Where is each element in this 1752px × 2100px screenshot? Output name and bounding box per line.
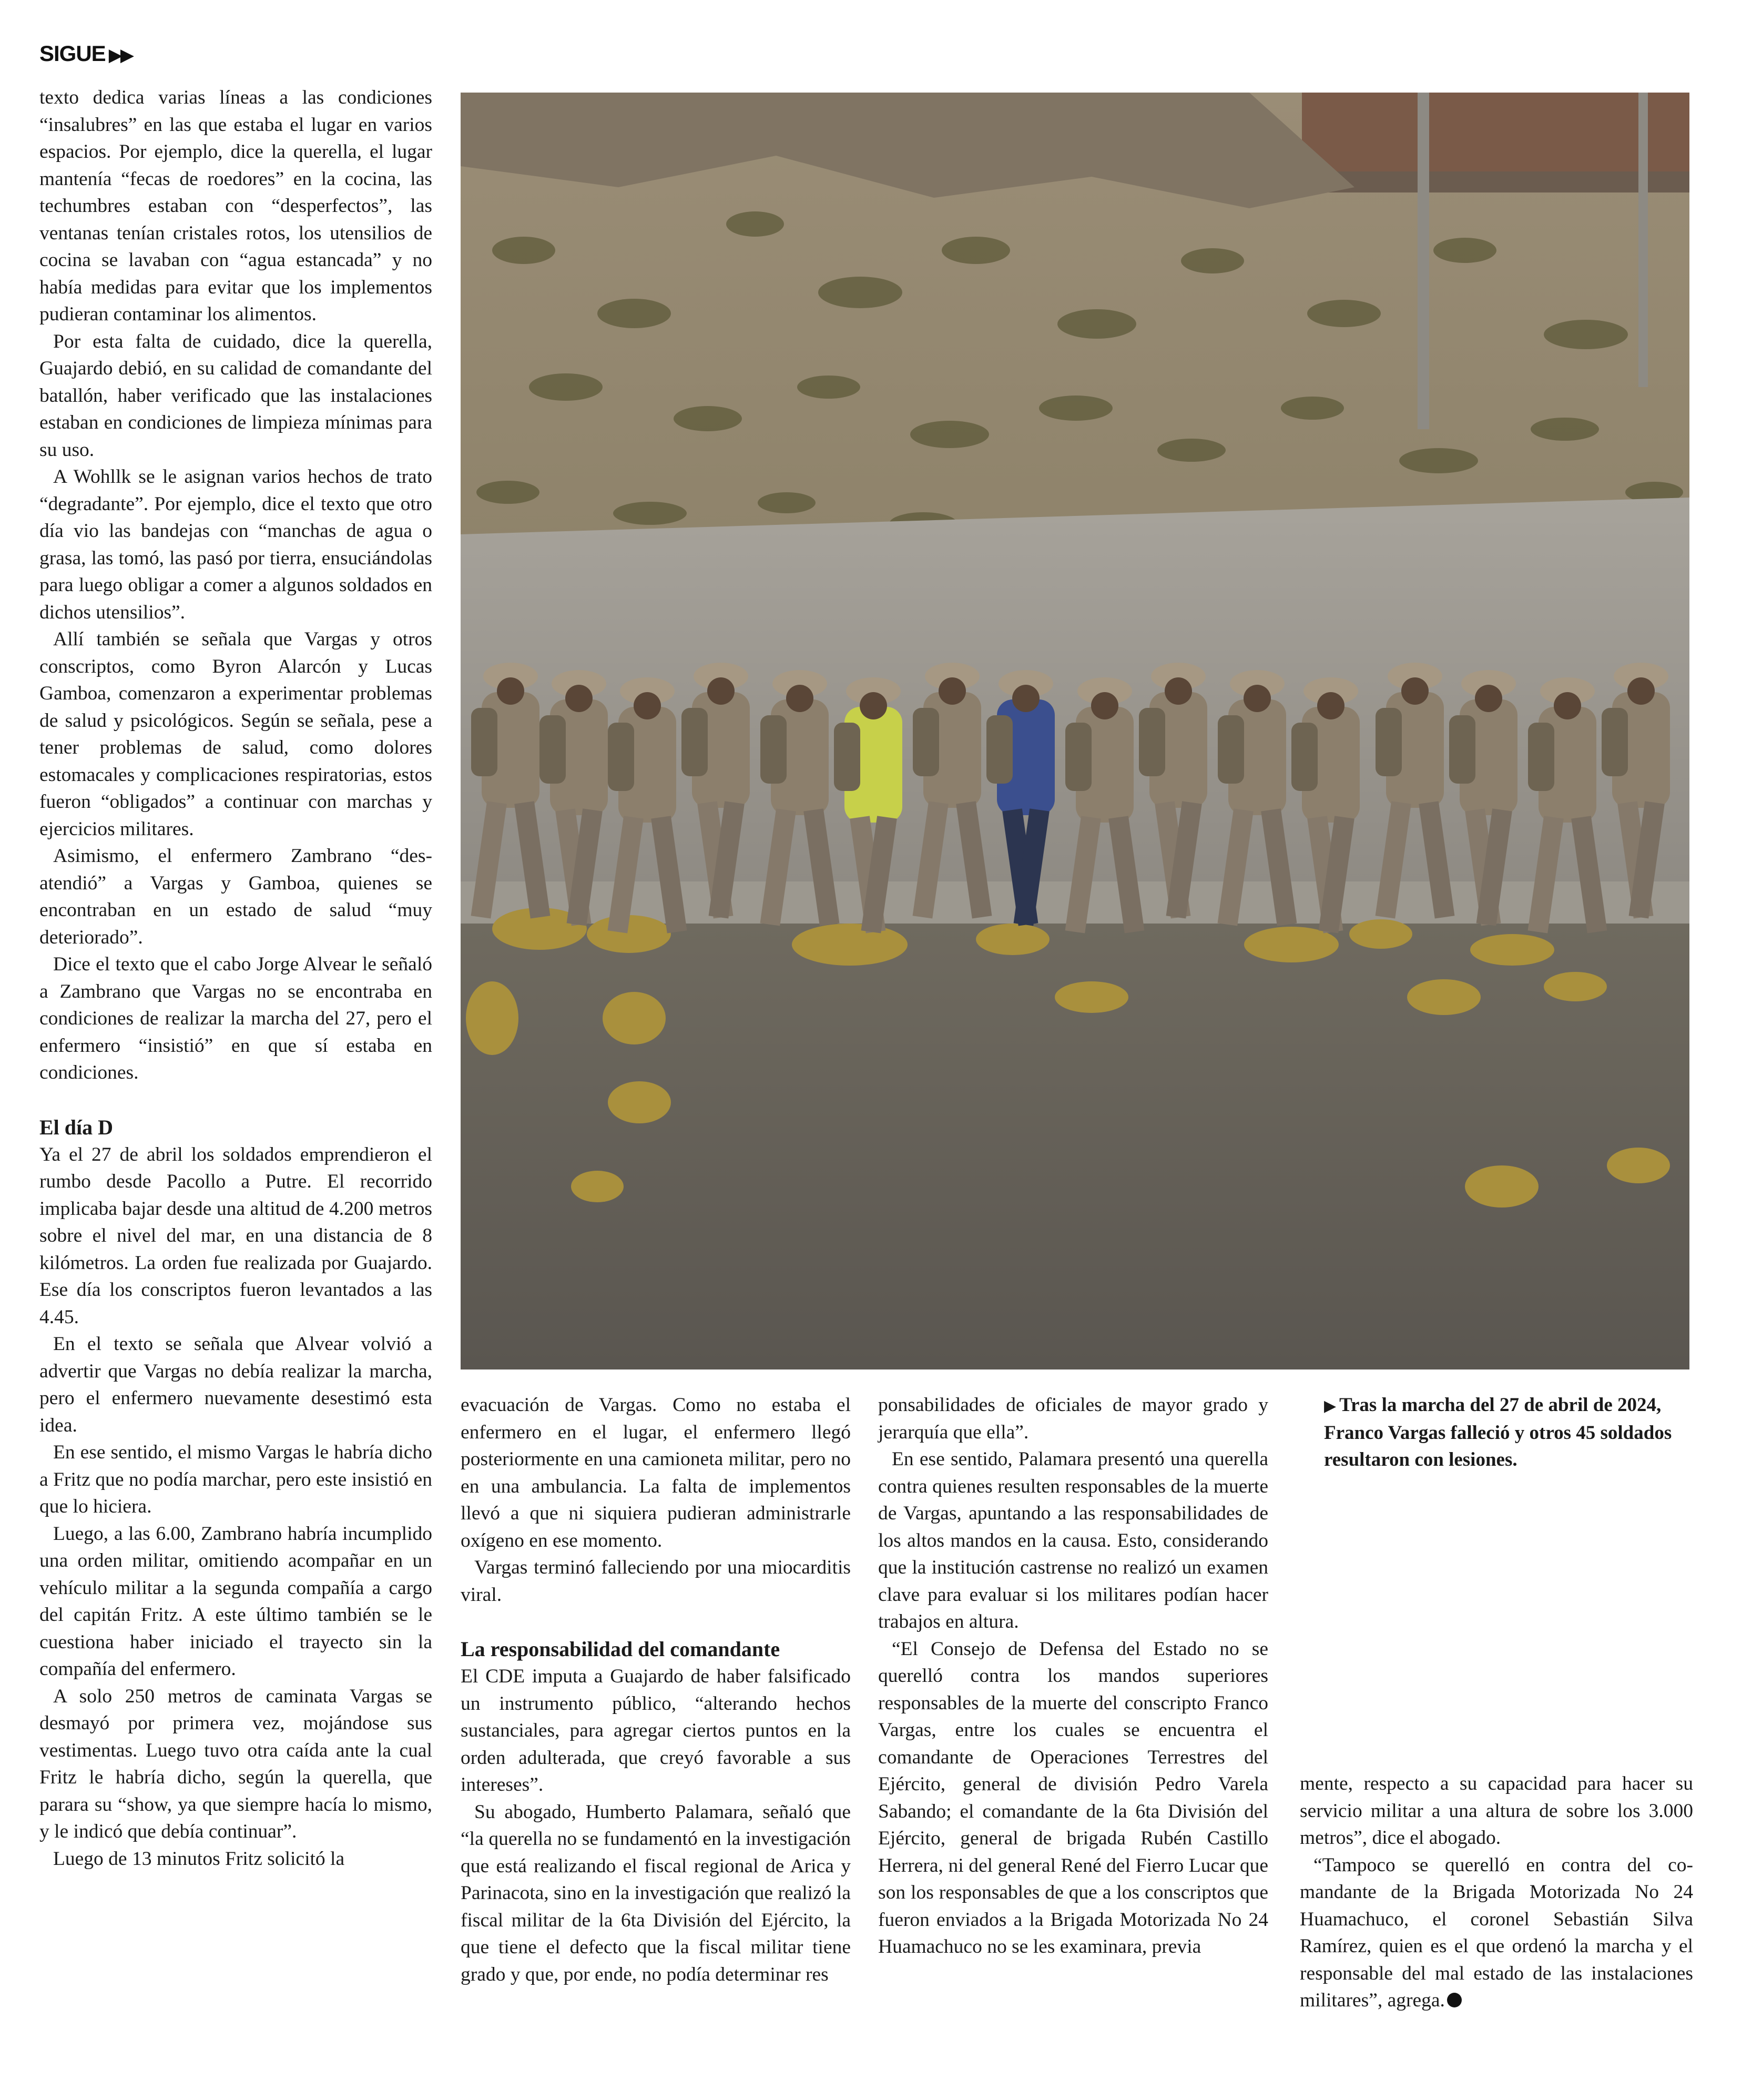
section-kicker [39, 41, 132, 66]
body-paragraph: En ese sentido, Palamara presentó una querella contra quienes resulten responsables de la muerte de Vargas, apuntando a las responsabilidades de los altos mandos en la causa. Esto, considerando que la institución castrense no realizó un examen clave para evaluar si los militares podían hacer trabajos en altura. [878, 1448, 1268, 1632]
body-paragraph: ponsabilidades de oficiales de mayor grado y jerarquía que ella”. [878, 1394, 1268, 1443]
closing-paragraph-text: “Tampoco se querelló en contra del comandante de la Brigada Motorizada No 24 Huamachuco, el coronel Sebastián Silva Ramírez, quien es el que ordenó la marcha y el responsable del mal estado de las instalaciones militares”, agrega. [1300, 1854, 1693, 2011]
photo-soldiers-marching [461, 93, 1689, 1369]
subhead-el-dia-d: El día D [39, 1115, 114, 1139]
article-column-2 [461, 1392, 851, 1988]
subhead-responsabilidad: La responsabilidad del comandante [461, 1637, 780, 1661]
photo-caption [1324, 1392, 1693, 1473]
body-paragraph: Su abogado, Humberto Palamara, señaló que “la querella no se fundamentó en la investigación que está realizando el fiscal regional de Arica y Parinacota, sino en la investigación que realizó la fiscal militar de la 6ta División del Ejército, la que tiene el defecto que la fiscal militar tiene grado y que, por ende, no podía determinar res [461, 1801, 851, 1985]
body-paragraph: mente, respecto a su capacidad para hacer su servicio militar a una altura de sobre los 3.000 metros”, dice el abogado. [1300, 1773, 1693, 1849]
body-paragraph: Vargas terminó falleciendo por una miocarditis viral. [461, 1557, 851, 1606]
caption-marker-icon: ▶ [1324, 1397, 1337, 1415]
article-column-3 [878, 1392, 1268, 1961]
body-paragraph: Ya el 27 de abril los soldados emprendieron el rumbo desde Pacollo a Putre. El recorrido implicaba bajar desde una altitud de 4.200 metros sobre el nivel del mar, en una distancia de 8 kilómetros. La orden fue realizada por Guajardo. Ese día los conscriptos fueron levantados a las 4.45. [39, 1143, 432, 1328]
body-paragraph: Dice el texto que el cabo Jorge Alvear le señaló a Zambrano que Vargas no se encontraba en condiciones de realizar la marcha del 27, pero el enfermero “insistió” en que sí estaba en condiciones. [39, 953, 432, 1083]
kicker-arrows-icon: ▶▶ [108, 45, 132, 65]
body-paragraph: “El Consejo de Defensa del Estado no se querelló contra los mandos superiores responsables de la muerte del conscripto Franco Vargas, entre los cuales se encuentra el comandante de Operaciones Terrestres del Ejército, general de división Pedro Varela Sabando; el comandante de la 6ta División del Ejército, general de brigada Rubén Castillo Herrera, ni del general René del Fierro Lucar que son los responsables de que a los conscriptos que fueron enviados a la Brigada Motorizada No 24 Huamachuco no se les examinara, previa [878, 1638, 1268, 1957]
body-paragraph: Allí también se señala que Vargas y otros conscriptos, como Byron Alarcón y Lucas Gamboa, comenzaron a experimentar problemas de salud y psicológicos. Según se señala, pese a tener problemas de salud, como dolores estomacales y complicaciones respiratorias, estos fueron “obligados” a continuar con marchas y ejercicios militares. [39, 628, 432, 840]
body-paragraph: Asimismo, el enfermero Zambrano “desatendió” a Vargas y Gamboa, quienes se encontraban en un estado de salud “muy deteriorado”. [39, 845, 432, 948]
body-paragraph: El CDE imputa a Guajardo de haber falsificado un instrumento público, “alterando hechos sustanciales, para agregar ciertos puntos en la orden adulterada, que creyó favorable a sus intereses”. [461, 1666, 851, 1795]
body-paragraph: A solo 250 metros de caminata Vargas se desmayó por primera vez, mojándose sus vestimentas. Luego tuvo otra caída ante la cual Fritz le habría dicho, según la querella, que parara su “show, ya que siempre hacía lo mismo, y le indicó que debía continuar”. [39, 1685, 432, 1842]
body-paragraph: En el texto se señala que Alvear volvió a advertir que Vargas no debía realizar la marcha, pero el enfermero nuevamente desestimó esta idea. [39, 1333, 432, 1436]
body-paragraph: En ese sentido, el mismo Vargas le habría dicho a Fritz que no podía marchar, pero este insistió en que lo hiciera. [39, 1442, 432, 1517]
article-column-4 [1300, 1770, 1693, 2014]
article-column-1 [39, 84, 432, 1872]
body-paragraph: texto dedica varias líneas a las condiciones “insalubres” en las que estaba el lugar en varios espacios. Por ejemplo, dice la querella, el lugar mantenía “fecas de roedores” en la cocina, las techumbres estaban con “desperfectos”, las ventanas tenían cristales rotos, los utensilios de cocina se lavaban con “agua estancada” y no había medidas para evitar que los implementos pudieran contaminar los alimentos. [39, 87, 432, 325]
body-paragraph [1300, 1852, 1693, 2014]
end-of-article-icon [1447, 1993, 1462, 2007]
caption-text: Tras la marcha del 27 de abril de 2024, Franco Vargas falleció y otros 45 soldados resultaron con lesiones. [1324, 1394, 1672, 1470]
body-paragraph: Luego de 13 minutos Fritz solicitó la [53, 1848, 345, 1870]
body-paragraph: Luego, a las 6.00, Zambrano habría incumplido una orden militar, omitiendo acompañar en un vehículo militar a la segunda compañía a cargo del capitán Fritz. A este último también se le cuestiona haber iniciado el trayecto sin la compañía del enfermero. [39, 1523, 432, 1680]
body-paragraph: A Wohllk se le asignan varios hechos de trato “degradante”. Por ejemplo, dice el texto que otro día vio las bandejas con “manchas de agua o grasa, las tomó, las pasó por tierra, ensuciándolas para luego obligar a comer a algunos soldados en dichos utensilios”. [39, 466, 432, 623]
kicker-label: SIGUE [39, 41, 106, 66]
body-paragraph: Por esta falta de cuidado, dice la querella, Guajardo debió, en su calidad de comandante del batallón, haber verificado que las instalaciones estaban en condiciones de limpieza mínimas para su uso. [39, 330, 432, 461]
body-paragraph: evacuación de Vargas. Como no estaba el enfermero en el lugar, el enfermero llegó posteriormente en una camioneta militar, pero no en una ambulancia. La falta de implementos llevó a que ni siquiera pudieran administrarle oxígeno en ese momento. [461, 1394, 851, 1551]
